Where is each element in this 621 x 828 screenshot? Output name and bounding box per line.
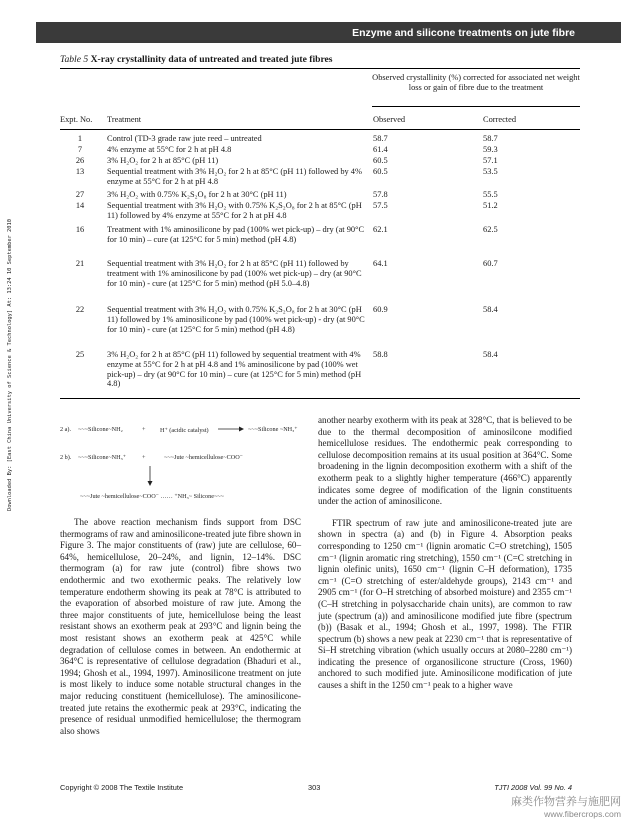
- download-note-text: Downloaded By: [East China University of Science & Technology] At: 13:24 10 September 2010: [7, 218, 13, 512]
- scheme-b-reactant2: ~~~Jute ~hemicellulose~COO⁻: [164, 454, 243, 461]
- col-header-corrected: Corrected: [483, 115, 517, 124]
- treatment: Sequential treatment with 3% H₂O₂ for 2 h at 85°C (pH 11) followed by treatment with 1% aminosilicone by pad (100% wet pick-up) – dry (at 90°C for 10 min) - cure (at 125°C for 5 min) method (pH 5.0–4.8): [107, 259, 362, 288]
- corrected-value: 62.5: [483, 225, 498, 234]
- scheme-a-plus: +: [142, 426, 146, 433]
- scheme-a-label: 2 a).: [60, 426, 71, 433]
- col-header-treatment: Treatment: [107, 115, 142, 124]
- table-top-rule: [60, 68, 580, 69]
- download-note: [4, 128, 16, 608]
- observed-value: 57.8: [373, 190, 388, 199]
- observed-value: 61.4: [373, 145, 388, 154]
- corrected-value: 53.5: [483, 167, 498, 176]
- reaction-scheme: [60, 424, 300, 506]
- site-watermark: [505, 796, 621, 820]
- table-group-rule: [372, 106, 580, 107]
- expt-no: 27: [75, 190, 85, 199]
- left-column-text: [60, 517, 301, 737]
- running-header: [36, 22, 621, 43]
- expt-no: 13: [75, 167, 85, 176]
- corrected-value: 51.2: [483, 201, 498, 210]
- corrected-value: 58.4: [483, 350, 498, 359]
- watermark-url: www.fibercrops.com: [544, 809, 621, 819]
- table-label: Table 5: [60, 54, 89, 65]
- observed-value: 58.8: [373, 350, 388, 359]
- expt-no: 1: [77, 134, 83, 143]
- corrected-value: 57.1: [483, 156, 498, 165]
- reaction-arrow-icon: [218, 425, 244, 435]
- treatment: Sequential treatment with 3% H₂O₂ with 0.75% K₂S₂O₈ for 2 h at 85°C (pH 11) followed by 4% enzyme at 55°C for 2 h at pH 4.8: [107, 201, 362, 220]
- running-title: Enzyme and silicone treatments on jute fibre: [352, 26, 575, 39]
- watermark-text: 麻类作物营养与施肥网: [511, 796, 621, 808]
- corrected-value: 58.7: [483, 134, 498, 143]
- page-number: 303: [308, 783, 321, 792]
- table-title: X-ray crystallinity data of untreated and treated jute fibres: [90, 54, 333, 65]
- observed-value: 60.5: [373, 167, 388, 176]
- reaction-arrow-down-icon: [146, 466, 154, 488]
- treatment: 3% H₂O₂ with 0.75% K₂S₂O₈ for 2 h at 30°C (pH 11): [107, 190, 287, 199]
- journal-citation: TJTI 2008 Vol. 99 No. 4: [494, 783, 572, 792]
- treatment: Control (TD-3 grade raw jute reed – untreated: [107, 134, 262, 143]
- scheme-a-product: ~~~Silicone ~NH₃⁺: [248, 426, 298, 433]
- expt-no: 25: [75, 350, 85, 359]
- expt-no: 22: [75, 305, 85, 314]
- treatment: Treatment with 1% aminosilicone by pad (100% wet pick-up) – dry (at 90°C for 10 min) – cure (at 125°C for 5 min) method (pH 4.8): [107, 225, 365, 244]
- observed-value: 64.1: [373, 259, 388, 268]
- observed-value: 58.7: [373, 134, 388, 143]
- col-header-observed: Observed: [373, 115, 406, 124]
- corrected-value: 60.7: [483, 259, 498, 268]
- paragraph: FTIR spectrum of raw jute and aminosilicone-treated jute are shown in spectra (a) and (b) in Figure 4. Absorption peaks corresponding to 1250 cm⁻¹ (lignin aromatic C=O stretching), 1505 cm⁻¹ (lignin aromatic ring stretching), 1550 cm⁻¹ (C=C stretching in lignin olefinic units), 1650 cm⁻¹ (lignin C–H deformation), 1735 cm⁻¹ (C=O stretching of ester/aldehyde groups), 2143 cm⁻¹ and 2905 cm⁻¹ (for O–H stretching of absorbed moisture) and 2355 cm⁻¹ (C–H stretching in polysaccharide chain units), are common to raw jute (spectrum (a)) and aminosilicone modified jute fibre (spectrum (b)) (Basak et al., 1994; Ghosh et al., 1997, 1998). The FTIR spectrum (b) shows a new peak at 2230 cm⁻¹ that is representative of Si–H stretching vibration (which usually occurs at 2080–2280 cm⁻¹) indicating the presence of organosilicone structure (Cross, 1960) anchored to such modified jute. Aminosilicone modification of jute causes a shift in the 1250 cm⁻¹ peak to a higher wave: [318, 517, 572, 691]
- scheme-a-catalyst: H⁺ (acidic catalyst): [160, 427, 209, 434]
- corrected-value: 59.3: [483, 145, 498, 154]
- treatment: Sequential treatment with 3% H₂O₂ for 2 h at 85°C (pH 11) followed by 4% enzyme at 55°C for 2 h at pH 4.8: [107, 167, 362, 186]
- scheme-b-label: 2 b).: [60, 454, 72, 461]
- corrected-value: 58.4: [483, 305, 498, 314]
- scheme-b-plus: +: [142, 454, 146, 461]
- expt-no: 7: [77, 145, 83, 154]
- copyright: Copyright © 2008 The Textile Institute: [60, 783, 184, 792]
- expt-no: 14: [75, 201, 85, 210]
- scheme-c-product: ~~~Jute ~hemicellulose~COO⁻ …… ⁺NH₃~ Silicone~~~: [80, 493, 224, 500]
- observed-value: 62.1: [373, 225, 388, 234]
- table-bottom-rule: [60, 398, 580, 399]
- expt-no: 26: [75, 156, 85, 165]
- paragraph: The above reaction mechanism finds support from DSC thermograms of raw and aminosilicone-treated jute fibre shown in Figure 3. The major constituents of (raw) jute are cellulose, 60–64%, hemicellulose, 20–24%, and lignin, 12–14%. DSC thermogram (a) for raw jute (control) fibre shows two endothermic and two exothermic peaks. The relatively low temperature endotherm showing its peak at 78°C is attributed to the evaporation of absorbed moisture of raw jute. Among the three major constituents of jute, hemicellulose being the least resistant shows an exotherm peak at 293°C and lignin being the most resistant shows an exotherm peak at 425°C while degradation of cellulose comes in between. An endothermic at 364°C is representative of cellulose degradation (Bhaduri et al., 1994; Ghosh et al., 1994, 1997). Aminosilicone treatment on jute is most likely to induce some notable structural changes in the major reducing constituent (hemicellulose). The aminosilicone-treated jute retains the exothermic peak at 293°C, indicating the presence of residual unmodified hemicellulose; the thermogram also shows: [60, 517, 301, 736]
- treatment: Sequential treatment with 3% H₂O₂ with 0.75% K₂S₂O₈ for 2 h at 30°C (pH 11) followed by 1% aminosilicone by pad (100% wet pick-up) - dry (at 90°C for 10 min) - cure (at 125°C for 5 min) method (pH 4.8): [107, 305, 365, 334]
- treatment: 3% H₂O₂ for 2 h at 85°C (pH 11) followed by sequential treatment with 4% enzyme at 55°C for 2 h at pH 4.8 and 1% aminosilicone by pad (100% wet pick-up) – dry (at 90°C for 10 min) – cure (at 125°C for 5 min) method (pH 4.8): [107, 350, 362, 389]
- table-caption: [60, 54, 580, 65]
- table-group-header: Observed crystallinity (%) corrected for associated net weight loss or gain of fibre due to the treatment: [372, 73, 580, 92]
- table-header-rule: [60, 129, 580, 130]
- treatment: 4% enzyme at 55°C for 2 h at pH 4.8: [107, 145, 232, 154]
- scheme-b-reactant: ~~~Silicone~NH₃⁺: [78, 454, 127, 461]
- treatment: 3% H₂O₂ for 2 h at 85°C (pH 11): [107, 156, 219, 165]
- observed-value: 60.5: [373, 156, 388, 165]
- paragraph: another nearby exotherm with its peak at 328°C, that is believed to be due to the thermal decomposition of aminosilcone modified hemicellulose residues. The endothermic peak corresponding to cellulose decomposition remains at its usual position at 364°C. Some broadening in the lignin decomposition exotherm with a shift of the exotherm peak to a slightly higher temperature (466°C) apparently indicates some degree of modification of the lignin constituents under the action of aminosilicone.: [318, 415, 572, 507]
- observed-value: 57.5: [373, 201, 388, 210]
- scheme-a-reactant: ~~~Silicone~NH₂: [78, 426, 123, 433]
- col-header-expt: Expt. No.: [60, 115, 93, 124]
- observed-value: 60.9: [373, 305, 388, 314]
- expt-no: 21: [75, 259, 85, 268]
- right-column-text: [318, 415, 572, 692]
- corrected-value: 55.5: [483, 190, 498, 199]
- expt-no: 16: [75, 225, 85, 234]
